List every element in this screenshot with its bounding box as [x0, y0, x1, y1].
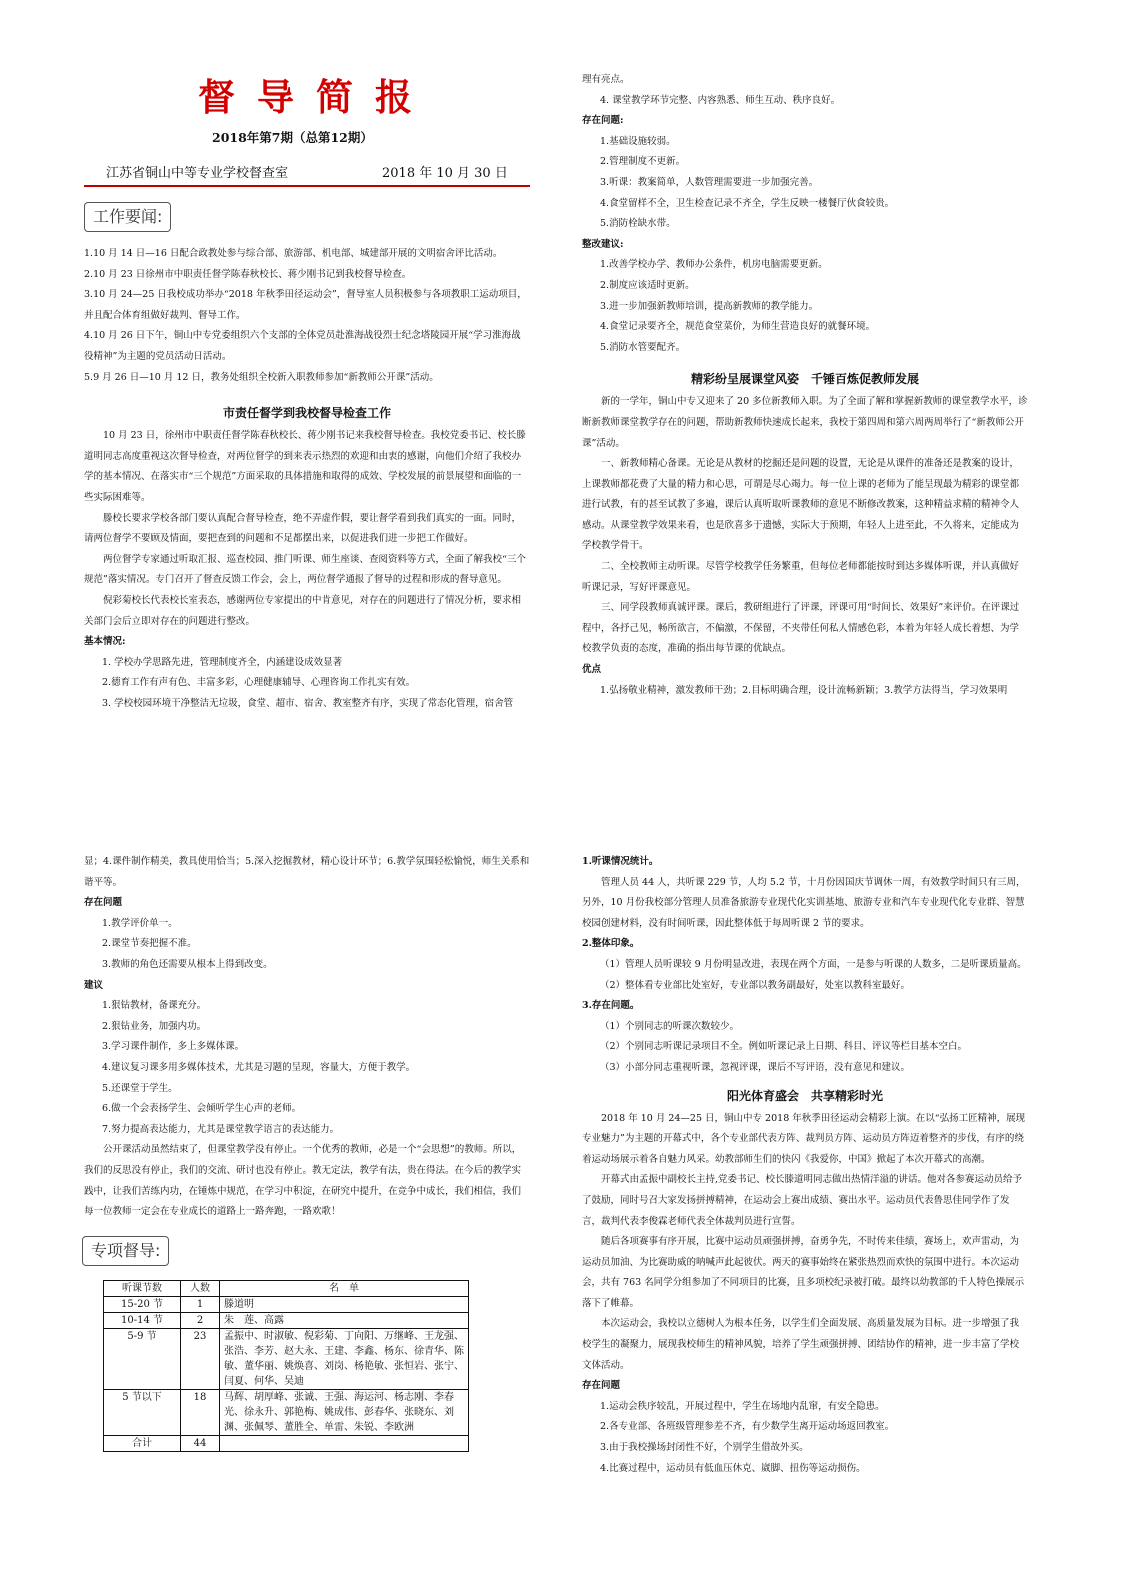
suggestion-item: 5.消防水管要配齐。 [600, 341, 686, 353]
suggestion-item: 7.努力提高表达能力，尤其是课堂教学语言的表达能力。 [102, 1123, 340, 1135]
masthead-title: 督导简报 [198, 75, 434, 119]
issuing-office: 江苏省铜山中等专业学校督查室 [106, 166, 289, 181]
basic-item: 4. 课堂教学环节完整、内容熟悉、师生互动、秩序良好。 [600, 94, 841, 106]
news-item: 3.10 月 24—25 日我校成功举办“2018 年秋季田径运动会”，督导室人员积极参与各项教职工运动项目，并且配合体育组做好裁判、督导工作。 [84, 289, 527, 321]
suggestion-item: 4.食堂记录要齐全，规范食堂菜价，为师生营造良好的就餐环境。 [600, 321, 876, 333]
article3-paragraph: 本次运动会，我校以立德树人为根本任务，以学生们全面发展、高质量发展为目标。进一步增强了我校学生的凝聚力，展现我校师生的精神风貌，培养了学生顽强拼搏、团结协作的精神，进一步丰富了学校文体活动。 [582, 1318, 1020, 1371]
article3-title: 阳光体育盛会 共享精彩时光 [726, 1088, 883, 1103]
suggestion-item: 5.还课堂于学生。 [102, 1082, 178, 1094]
count-cell: 18 [181, 1390, 220, 1436]
issue-item: （1）个别同志的听课次数较少。 [600, 1020, 740, 1032]
suggestions-heading: 整改建议: [582, 238, 624, 250]
section-box-news: 工作要闻: [84, 202, 171, 232]
article2-paragraph: 二、全校教师主动听课。尽管学校教学任务繁重，但每位老师都能按时到达多媒体听课，并认真做好听课记录，写好评课意见。 [582, 561, 1020, 593]
names-cell: 马辉、胡厚峰、张诚、王强、海运河、杨志刚、李春光、徐永升、郭艳梅、姚成伟、彭春华、张晓东、刘渊、张佩琴、董胜全、单雷、朱锐、李欧洲 [220, 1390, 469, 1436]
suggestion-item: 4.建议复习课多用多媒体技术，尤其是习题的呈现，容量大，方便于教学。 [102, 1061, 416, 1073]
problem-item: 1.教学评价单一。 [102, 917, 178, 929]
names-cell: 滕道明 [220, 1297, 469, 1313]
impression-heading: 2.整体印象。 [582, 938, 640, 950]
issue-item: （2）个别同志听课记录项目不全。例如听课记录上日期、科目、评议等栏目基本空白。 [600, 1041, 968, 1053]
section-box-special: 专项督导: [82, 1236, 169, 1266]
suggestions-heading: 建议 [84, 979, 104, 991]
basic-item: 1. 学校办学思路先进，管理制度齐全，内涵建设成效显著 [102, 656, 343, 668]
table-row [104, 1390, 469, 1436]
suggestion-item: 6.做一个会表扬学生、会倾听学生心声的老师。 [102, 1103, 302, 1115]
impression-item: （1）管理人员听课较 9 月份明显改进，表现在两个方面，一是参与听课的人数多，二是听课质量高。 [600, 958, 1027, 970]
basic-item-continued: 理有亮点。 [582, 74, 630, 85]
suggestion-item: 1.改善学校办学、教师办公条件，机房电脑需要更新。 [600, 259, 828, 271]
merits-text-continued: 显；4.课件制作精美，教具使用恰当；5.深入挖掘教材，精心设计环节；6.教学氛围轻松愉悦，师生关系和谐平等。 [84, 856, 530, 888]
range-cell: 5-9 节 [104, 1329, 181, 1390]
basic-item: 2.德育工作有声有色、丰富多彩，心理健康辅导、心理咨询工作扎实有效。 [102, 677, 416, 689]
issue-item: （3）小部分同志重视听课，忽视评课，课后不写评语，没有意见和建议。 [600, 1061, 911, 1073]
table-header-row [104, 1281, 469, 1297]
table-row [104, 1313, 469, 1329]
problem-item: 1.基础设施较弱。 [600, 135, 676, 147]
problems-heading: 存在问题: [582, 115, 624, 127]
impression-item: （2）整体看专业部比处室好，专业部以教务副最好，处室以教科室最好。 [600, 979, 911, 991]
article2-paragraph: 一、新教师精心备课。无论是从教材的挖掘还是问题的设置，无论是从课件的准备还是教案的设计，上课教师都花费了大量的精力和心思，可谓是尽心竭力。每一位上课的老师为了能呈现最为精彩的课堂都进行试教，有的甚至试教了多遍，课后认真听取听课教师的意见不断修改教案，这种精益求精的精神令人感动。从课堂教学效果来看，也是欣喜多于遗憾，实际大于预期，年轻人上进至此，不久将来，定能成为学校教学骨干。 [582, 458, 1020, 552]
problem-item: 3.听课：教案简单，人数管理需要进一步加强完善。 [600, 176, 819, 188]
basic-item: 3. 学校校园环境干净整洁无垃圾，食堂、超市、宿舍、教室整齐有序，实现了常态化管理，宿舍管 [102, 697, 514, 709]
problem-item: 2.管理制度不更新。 [600, 156, 686, 168]
issue-date: 2018 年 10 月 30 日 [382, 166, 508, 181]
problem-item: 3.教师的角色还需要从根本上得到改变。 [102, 958, 273, 970]
article2-paragraph: 新的一学年，铜山中专又迎来了 20 多位新教师入职。为了全面了解和掌握新教师的课堂教学水平，诊断新教师课堂教学存在的问题，帮助新教师快速成长起来，我校于第四周和第六周两周举行了“新教师公开课”活动。 [582, 396, 1028, 449]
article2-paragraph: 三、同学段教师真诚评课。课后，教研组进行了评课，评课可用“时间长、效果好”来评价。在评课过程中，各抒己见，畅所欲言，不偏激，不保留，不夹带任何私人情感色彩，本着为年轻人成长着想、为学校教学负责的态度，准确的指出每节课的优缺点。 [582, 602, 1020, 655]
problems-heading: 存在问题 [582, 1380, 621, 1392]
problem-item: 1.运动会秩序较乱，开展过程中，学生在场地内乱窜，有安全隐患。 [600, 1400, 885, 1412]
problem-item: 4.比赛过程中，运动员有低血压休克、崴脚、扭伤等运动损伤。 [600, 1462, 866, 1474]
article1-paragraph: 滕校长要求学校各部门要认真配合督导检查，绝不弄虚作假，要让督学看到我们真实的一面。同时，请两位督学不要顾及情面，要把查到的问题和不足都摆出来，以促进我们进一步把工作做好。 [84, 512, 522, 545]
merits-heading: 优点 [582, 664, 602, 676]
issue-number: 2018年第7期（总第12期） [212, 130, 373, 145]
article3-paragraph: 随后各项赛事有序开展，比赛中运动员顽强拼搏，奋勇争先，不时传来佳绩，赛场上，欢声雷动，为运动员加油、为比赛助威的呐喊声此起彼伏。两天的赛事始终在紧张热烈而欢快的氛围中进行。本次运动会，共有 763 名同学分组参加了不同项目的比赛，且多项校纪录被打破。最终以幼教部的千人特色操展示落下了帷幕。 [582, 1236, 1025, 1309]
problem-item: 2.课堂节奏把握不准。 [102, 938, 197, 950]
range-cell: 合计 [104, 1436, 181, 1452]
article3-paragraph: 开幕式由孟振中副校长主持,党委书记、校长滕道明同志做出热情洋溢的讲话。他对各参赛运动员给予了鼓励，同时号召大家发扬拼搏精神，在运动会上赛出成绩、赛出水平。运动员代表鲁思佳同学作了发言，裁判代表李俊霖老师代表全体裁判员进行宣誓。 [582, 1174, 1023, 1227]
suggestion-item: 1.狠钻教材，备课充分。 [102, 1000, 207, 1012]
top-left-column [84, 244, 530, 714]
bottom-right-column [582, 852, 1028, 1479]
basic-situation-heading: 基本情况: [84, 636, 126, 648]
article1-paragraph: 倪彩菊校长代表校长室表态，感谢两位专家提出的中肯意见，对存在的问题进行了情况分析，要求相关部门会后立即对存在的问题进行整改。 [84, 594, 522, 627]
suggestion-item: 3.进一步加强新教师培训，提高新教师的教学能力。 [600, 300, 819, 312]
stats-heading: 1.听课情况统计。 [582, 856, 659, 867]
names-cell: 孟振中、时淑敏、倪彩菊、丁向阳、万继峰、王龙强、张浩、李芳、赵大永、王建、李鑫、杨东、徐青华、陈敏、董华丽、姚焕喜、刘岗、杨艳敏、张恒岩、张宁、闫夏、何华、吴迪 [220, 1329, 469, 1390]
news-item: 2.10 月 23 日徐州市中职责任督学陈春秋校长、蒋少刚书记到我校督导检查。 [84, 268, 412, 280]
table-header: 听课节数 [104, 1281, 181, 1297]
article3-paragraph: 2018 年 10 月 24—25 日，铜山中专 2018 年秋季田径运动会精彩上演。在以“弘扬工匠精神，展现专业魅力”为主题的开幕式中，各个专业部代表方阵、裁判员方阵、运动员方阵迈着整齐的步伐，有序的绕着运动场展示着各自魅力风采。幼教部师生们的快闪《我爱你，中国》掀起了本次开幕式的高潮。 [582, 1112, 1026, 1165]
attendance-table [103, 1280, 469, 1452]
news-list [84, 244, 530, 388]
table-row [104, 1297, 469, 1313]
problems-heading: 存在问题 [84, 897, 123, 909]
table-row [104, 1329, 469, 1390]
bottom-left-column [84, 852, 530, 1223]
suggestion-item: 3.学习课件制作，多上多媒体课。 [102, 1041, 245, 1053]
article1-title: 市责任督学到我校督导检查工作 [222, 406, 391, 421]
news-item: 4.10 月 26 日下午，铜山中专党委组织六个支部的全体党员赴淮海战役烈士纪念塔陵园开展“学习淮海战役精神”为主题的党员活动日活动。 [84, 330, 521, 362]
news-item: 1.10 月 14 日—16 日配合政教处参与综合部、旅游部、机电部、城建部开展的文明宿舍评比活动。 [84, 248, 503, 259]
problem-item: 5.消防栓缺水带。 [600, 218, 676, 230]
merits-text: 1.弘扬敬业精神，激发教师干劲；2.目标明确合理，设计流畅新颖；3.教学方法得当，学习效果明 [600, 684, 1008, 696]
table-total-row [104, 1436, 469, 1452]
article2-title: 精彩纷呈展课堂风姿 千锤百炼促教师发展 [690, 372, 919, 387]
issue-heading: 3.存在问题。 [582, 1000, 640, 1012]
names-cell [220, 1436, 469, 1452]
problem-item: 4.食堂留样不全，卫生检查记录不齐全，学生反映一楼餐厅伙食较贵。 [600, 197, 895, 209]
table-header: 名 单 [220, 1281, 469, 1297]
top-right-column [582, 70, 1028, 701]
range-cell: 15-20 节 [104, 1297, 181, 1313]
count-cell: 23 [181, 1329, 220, 1390]
news-item: 5.9 月 26 日—10 月 12 日，教务处组织全校新入职教师参加“新教师公开课”活动。 [84, 371, 439, 383]
article1-paragraph: 10 月 23 日，徐州市中职责任督学陈春秋校长、蒋少刚书记来我校督导检查。我校党委书记、校长滕道明同志高度重视这次督导检查，对两位督学的到来表示热烈的欢迎和由衷的感谢，向他们介绍了我校办学的基本情况、在落实市“三个规范”方面采取的具体措施和取得的成效、学校发展的前景展望和面临的一些实际困难等。 [84, 430, 526, 503]
table-header: 人数 [181, 1281, 220, 1297]
suggestion-item: 2.狠钻业务，加强内功。 [102, 1020, 207, 1032]
masthead-divider [84, 185, 530, 187]
article1-paragraph: 两位督学专家通过听取汇报、巡查校园、推门听课、师生座谈、查阅资料等方式，全面了解我校“三个规范”落实情况。专门召开了督查反馈工作会，会上，两位督学通报了督导的过程和形成的督导意见。 [84, 553, 526, 586]
range-cell: 10-14 节 [104, 1313, 181, 1329]
range-cell: 5 节以下 [104, 1390, 181, 1436]
problem-item: 3.由于我校操场封闭性不好，个别学生借故外买。 [600, 1442, 809, 1454]
count-cell: 44 [181, 1436, 220, 1452]
stats-paragraph: 管理人员 44 人，共听课 229 节，人均 5.2 节，十月份因国庆节调休一周，有效教学时间只有三周，另外，10 月份我校部分管理人员准备旅游专业现代化实训基地、旅游专业和汽车专业现代化专业群、智慧校园创建材料，没有时间听课，因此整体低于每周听课 2 节的要求。 [582, 876, 1026, 929]
suggestion-item: 2.制度应该适时更新。 [600, 279, 695, 291]
names-cell: 朱 莲、高露 [220, 1313, 469, 1329]
problem-item: 2.各专业部、各班级管理参差不齐，有少数学生离开运动场返回教室。 [600, 1421, 895, 1433]
article2-closing: 公开课活动虽然结束了，但课堂教学没有停止。一个优秀的教师，必是一个“会思想”的教师。所以，我们的反思没有停止，我们的交流、研讨也没有停止。教无定法，教学有法，贵在得法。在今后的教学实践中，让我们苦练内功，在锤炼中规范，在学习中积淀，在研究中提升，在竞争中成长，我们相信，我们每一位教师一定会在专业成长的道路上一路奔跑，一路欢歌！ [84, 1144, 522, 1218]
count-cell: 2 [181, 1313, 220, 1329]
count-cell: 1 [181, 1297, 220, 1313]
